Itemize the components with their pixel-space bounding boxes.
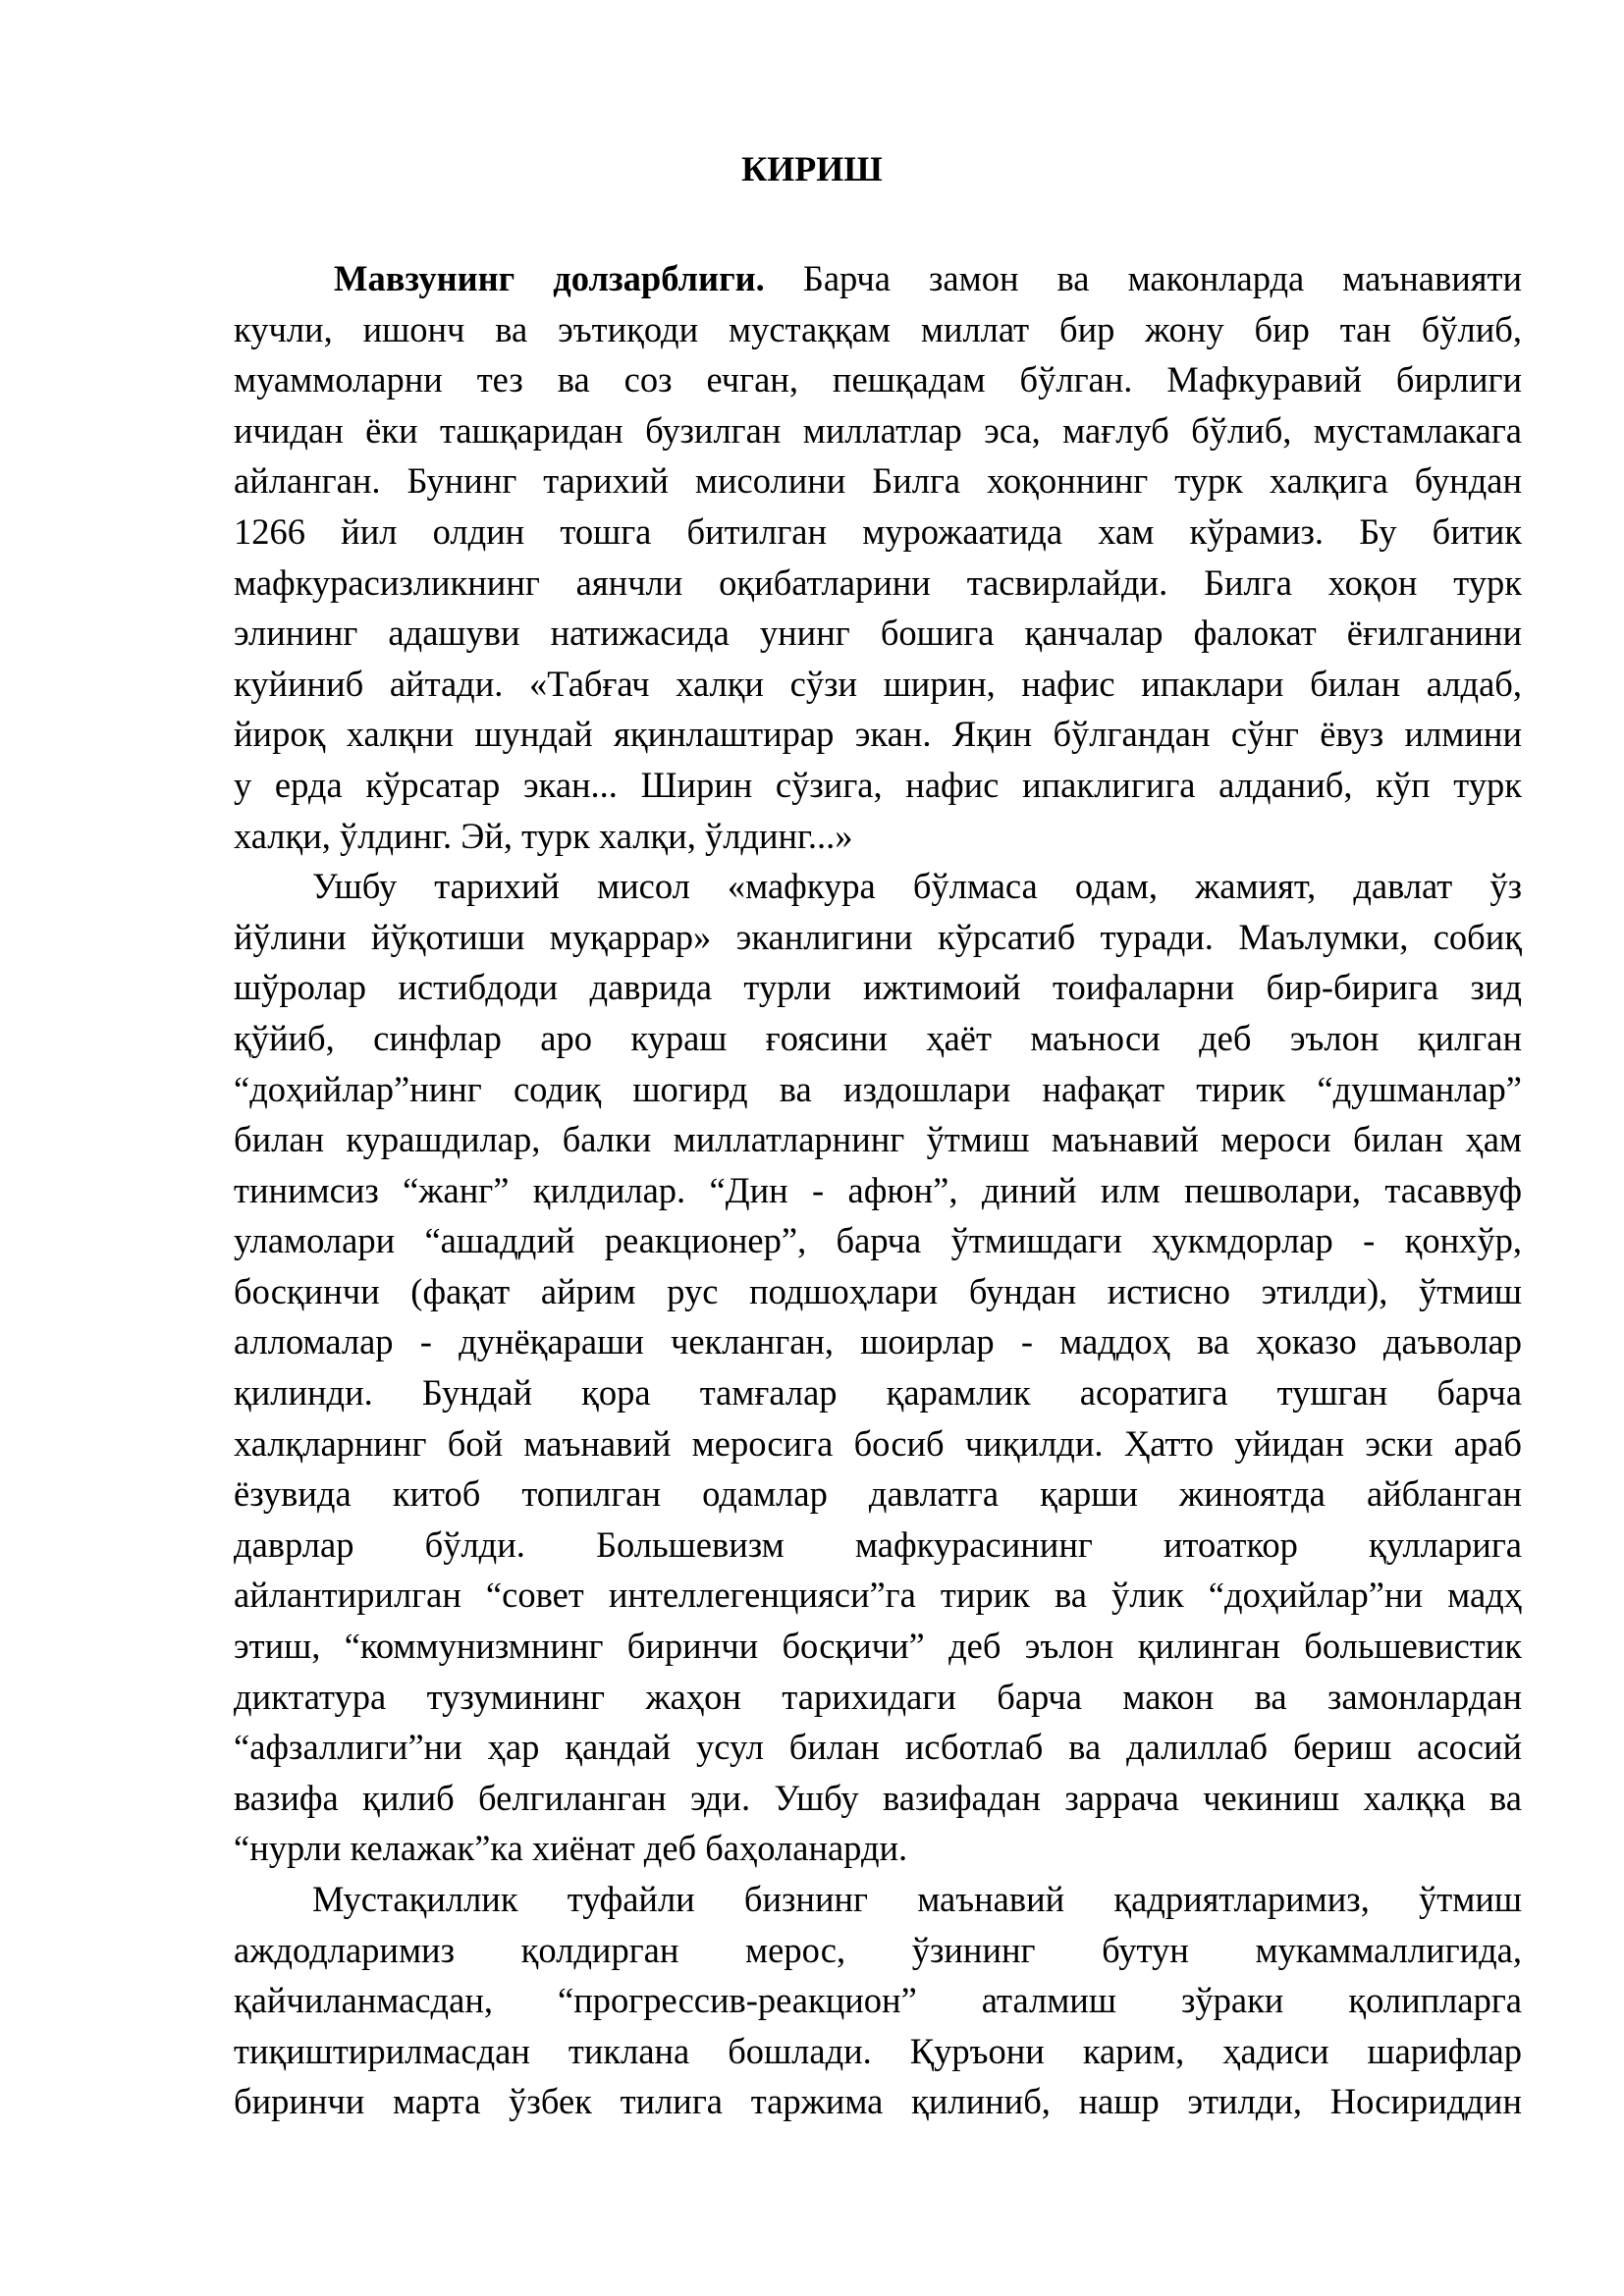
line-text: Мустақиллик туфайли бизнинг маънавий қадриятларимиз, ўтмиш — [312, 1879, 1522, 1919]
line-text: у ерда кўрсатар экан... Ширин сўзига, нафис ипаклигига алданиб, кўп турк — [234, 764, 1522, 805]
line-text: билан курашдилар, балки миллатларнинг ўтмиш маънавий мероси билан ҳам — [234, 1119, 1522, 1160]
text-line — [234, 1520, 1522, 1571]
text-line — [234, 1064, 1522, 1115]
text-line — [234, 354, 1522, 405]
line-text: халқи, ўлдинг. Эй, турк халқи, ўлдинг...» — [234, 815, 853, 856]
paragraph — [234, 861, 1522, 1874]
text-line — [234, 253, 1522, 304]
line-text: куйиниб айтади. «Табғач халқи сўзи ширин, нафис ипаклари билан алдаб, — [234, 663, 1522, 704]
text-line — [234, 1722, 1522, 1773]
line-text: босқинчи (фақат айрим рус подшоҳлари бундан истисно этилди), ўтмиш — [234, 1270, 1522, 1311]
text-line — [234, 1215, 1522, 1266]
line-text: кучли, ишонч ва эътиқоди мустаққам миллат бир жону бир тан бўлиб, — [234, 308, 1522, 349]
line-text: 1266 йил олдин тошга битилган мурожаатида хам кўрамиз. Бу битик — [234, 510, 1522, 552]
line-text: этиш, “коммунизмнинг биринчи босқичи” деб эълон қилинган большевистик — [234, 1626, 1522, 1667]
text-line — [234, 811, 1522, 862]
text-line — [234, 1367, 1522, 1418]
line-text: уламолари “ашаддий реакционер”, барча ўтмишдаги ҳукмдорлар - қонхўр, — [234, 1220, 1522, 1261]
text-line — [234, 1468, 1522, 1520]
text-line — [234, 1773, 1522, 1824]
line-text: ёзувида китоб топилган одамлар давлатга қарши жиноятда айбланган — [234, 1473, 1522, 1515]
line-text: қўйиб, синфлар аро кураш ғоясини ҳаёт маъноси деб эълон қилган — [234, 1017, 1522, 1058]
line-text: вазифа қилиб белгиланган эди. Ушбу вазифадан заррача чекиниш халққа ва — [234, 1777, 1522, 1818]
line-text: қайчиланмасдан, “прогрессив-реакцион” аталмиш зўраки қолипларга — [234, 1980, 1522, 2021]
text-line — [234, 962, 1522, 1013]
text-line — [234, 1418, 1522, 1469]
text-line — [234, 608, 1522, 659]
paragraph — [234, 253, 1522, 861]
line-text: шўролар истибдоди даврида турли ижтимоий тоифаларни бир-бирига зид — [234, 967, 1522, 1008]
text-line — [234, 1672, 1522, 1723]
line-text: аждодларимиз қолдирган мерос, ўзининг бутун мукаммаллигида, — [234, 1929, 1522, 1970]
text-line — [234, 912, 1522, 963]
text-line — [234, 2076, 1522, 2127]
text-line — [234, 1266, 1522, 1317]
text-line — [234, 1925, 1522, 1976]
line-text: “нурли келажак”ка хиёнат деб баҳоланарди. — [234, 1828, 908, 1869]
line-text: қилинди. Бундай қора тамғалар қарамлик асоратига тушган барча — [234, 1372, 1522, 1414]
line-text: “афзаллиги”ни ҳар қандай усул билан исботлаб ва далиллаб бериш асосий — [234, 1727, 1522, 1768]
paragraph — [234, 1874, 1522, 2127]
line-text: диктатура тузумининг жаҳон тарихидаги барча макон ва замонлардан — [234, 1676, 1522, 1717]
line-text: Барча замон ва маконларда маънавияти — [802, 258, 1522, 298]
line-text: мафкурасизликнинг аянчли оқибатларини тасвирлайди. Билга хоқон турк — [234, 561, 1522, 603]
text-line — [234, 507, 1522, 558]
text-line — [234, 1874, 1522, 1925]
text-line — [234, 1823, 1522, 1874]
line-text: Ушбу тарихий мисол «мафкура бўлмаса одам, жамият, давлат ўз — [312, 866, 1522, 907]
line-text: алломалар - дунёқараши чекланган, шоирлар - маддоҳ ва ҳоказо даъволар — [234, 1321, 1522, 1362]
text-line — [234, 455, 1522, 507]
text-line — [234, 2026, 1522, 2077]
text-line — [234, 1114, 1522, 1165]
line-text: даврлар бўлди. Большевизм мафкурасининг итоаткор қулларига — [234, 1523, 1522, 1565]
paragraph-lead-heading: Мавзунинг долзарблиги. — [334, 258, 765, 298]
body-text — [234, 253, 1522, 2127]
line-text: ичидан ёки ташқаридан бузилган миллатлар эса, мағлуб бўлиб, мустамлакага — [234, 409, 1522, 451]
text-line — [234, 1316, 1522, 1367]
line-text: элининг адашуви натижасида унинг бошига қанчалар фалокат ёғилганини — [234, 613, 1522, 654]
text-line — [234, 304, 1522, 355]
text-line — [234, 659, 1522, 710]
line-text: муаммоларни тез ва соз ечган, пешқадам бўлган. Мафкуравий бирлиги — [234, 359, 1522, 400]
text-line — [234, 861, 1522, 912]
text-line — [234, 709, 1522, 760]
page-title: КИРИШ — [741, 149, 883, 188]
text-line — [234, 558, 1522, 609]
text-line — [234, 760, 1522, 811]
text-line — [234, 1013, 1522, 1064]
line-text: биринчи марта ўзбек тилига таржима қилиниб, нашр этилди, Носириддин — [234, 2081, 1522, 2122]
text-line — [234, 1570, 1522, 1621]
line-text: халқларнинг бой маънавий меросига босиб чиқилди. Ҳатто уйидан эски араб — [234, 1422, 1522, 1464]
text-line — [234, 1621, 1522, 1672]
line-text: тинимсиз “жанг” қилдилар. “Дин - афюн”, диний илм пешволари, тасаввуф — [234, 1169, 1522, 1210]
line-text: айланган. Бунинг тарихий мисолини Билга хоқоннинг турк халқига бундан — [234, 460, 1522, 502]
line-text: “доҳийлар”нинг содиқ шогирд ва издошлари нафақат тирик “душманлар” — [234, 1068, 1522, 1109]
text-line — [234, 1975, 1522, 2026]
text-line — [234, 405, 1522, 456]
line-text: йироқ халқни шундай яқинлаштирар экан. Яқин бўлгандан сўнг ёвуз илмини — [234, 714, 1522, 755]
line-text: йўлини йўқотиши муқаррар» эканлигини кўрсатиб туради. Маълумки, собиқ — [234, 916, 1522, 957]
text-line — [234, 1165, 1522, 1216]
line-text: тиқиштирилмасдан тиклана бошлади. Қуръони карим, ҳадиси шарифлар — [234, 2030, 1522, 2071]
line-text: айлантирилган “совет интеллегенцияси”га тирик ва ўлик “доҳийлар”ни мадҳ — [234, 1575, 1522, 1616]
